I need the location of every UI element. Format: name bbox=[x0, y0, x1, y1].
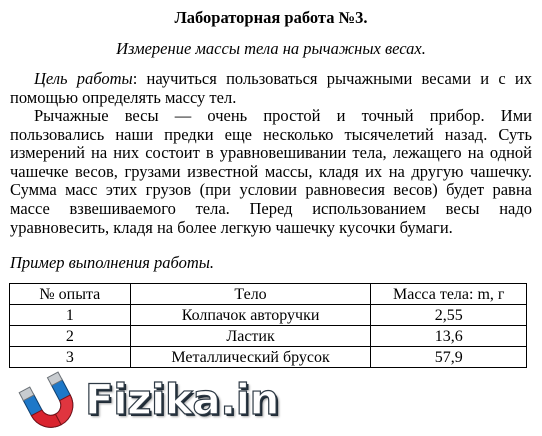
example-heading bbox=[10, 254, 532, 273]
site-logo bbox=[12, 370, 279, 430]
table-header-row bbox=[10, 284, 527, 305]
header-body: Тело bbox=[130, 284, 371, 305]
cell-body: Колпачок авторучки bbox=[130, 305, 371, 326]
table-row bbox=[10, 305, 527, 326]
cell-body: Металлический брусок bbox=[130, 347, 371, 368]
cell-mass: 57,9 bbox=[371, 347, 527, 368]
cell-mass: 13,6 bbox=[371, 326, 527, 347]
results-table bbox=[9, 283, 527, 368]
table-row bbox=[10, 347, 527, 368]
magnet-icon bbox=[12, 370, 84, 430]
cell-body: Ластик bbox=[130, 326, 371, 347]
cell-mass: 2,55 bbox=[371, 305, 527, 326]
page-title: Лабораторная работа №3. bbox=[174, 8, 368, 27]
logo-text: Fizika.in bbox=[85, 375, 279, 424]
cell-number: 3 bbox=[10, 347, 131, 368]
description-text: Рычажные весы — очень простой и точный прибор. Ими пользовались наши предки еще несколько тысячелетий назад. Суть измерений на них состоит в уравновешивании тела, лежащего на одной чашечке весов, грузами известной массы, кладя их на другую чашечку. Сумма масс этих грузов (при условии равновесия весов) будет равна массе взвешиваемого тела. Перед использованием весы надо уравновесить, кладя на более легкую чашечку кусочки бумаги. bbox=[10, 106, 532, 237]
goal-label: Цель работы bbox=[34, 69, 133, 88]
description-paragraph bbox=[10, 107, 532, 237]
page-subtitle: Измерение массы тела на рычажных весах. bbox=[116, 39, 426, 58]
goal-text: : научиться пользоваться рычажными весами и с их помощью определять массу тел. bbox=[10, 69, 532, 107]
cell-number: 1 bbox=[10, 305, 131, 326]
goal-paragraph bbox=[10, 70, 532, 107]
table-row bbox=[10, 326, 527, 347]
example-label: Пример выполнения работы. bbox=[10, 253, 215, 272]
header-experiment-number: № опыта bbox=[10, 284, 131, 305]
header-mass: Масса тела: m, г bbox=[371, 284, 527, 305]
cell-number: 2 bbox=[10, 326, 131, 347]
